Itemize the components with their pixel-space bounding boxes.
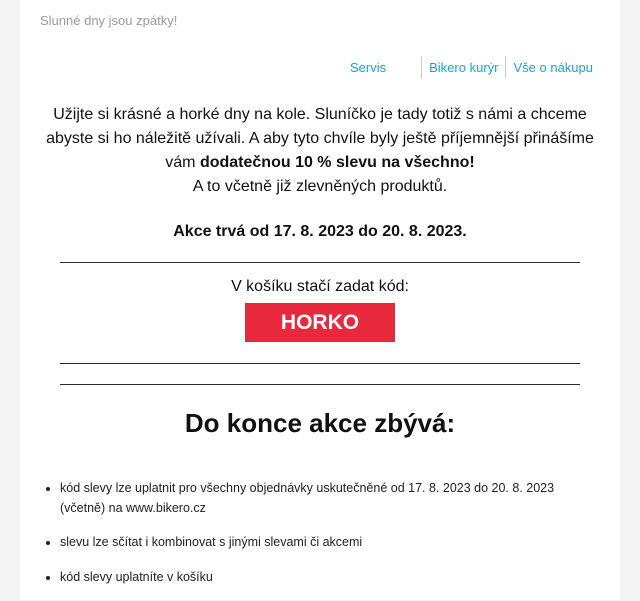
code-label: V košíku stačí zadat kód: bbox=[231, 278, 409, 295]
nav-link-bikero-kuryr[interactable]: Bikero kurýr bbox=[429, 59, 499, 75]
discount-highlight: dodatečnou 10 % slevu na všechno! bbox=[199, 154, 475, 171]
countdown-title: Do konce akce zbývá: bbox=[184, 408, 456, 438]
intro-paragraph bbox=[30, 103, 610, 199]
nav-link-vse-o-nakupu[interactable]: Vše o nákupu bbox=[513, 59, 593, 75]
divider-top bbox=[60, 262, 580, 263]
nav-divider bbox=[505, 56, 506, 78]
email-body bbox=[20, 0, 620, 600]
preheader-text: Slunné dny jsou zpátky! bbox=[40, 13, 178, 28]
divider-bottom bbox=[60, 384, 580, 385]
nav-divider bbox=[421, 56, 422, 78]
discount-code-box: HORKO bbox=[245, 303, 395, 342]
divider-middle bbox=[60, 363, 580, 364]
top-navigation bbox=[350, 56, 593, 78]
list-item: • slevu lze sčítat i kombinovat s jinými slevami či akcemi bbox=[60, 532, 600, 552]
nav-link-servis[interactable]: Servis bbox=[350, 59, 387, 75]
list-item: • kód slevy lze uplatnit pro všechny objednávky uskutečněné od 17. 8. 2023 do 20. 8. 2023 (včetně) na www.bikero.cz bbox=[60, 478, 600, 518]
intro-text: Užijte si krásné a horké dny na kole. Sluníčko je tady totiž s námi a chceme abyste si ho náležitě užívali. A aby tyto chvíle byly ještě příjemnější přinášíme vám bbox=[46, 106, 594, 171]
intro-note: A to včetně již zlevněných produktů. bbox=[192, 178, 448, 195]
promo-dates: Akce trvá od 17. 8. 2023 do 20. 8. 2023. bbox=[173, 223, 467, 240]
list-item: • kód slevy uplatníte v košíku bbox=[60, 567, 600, 587]
conditions-list bbox=[40, 478, 600, 601]
